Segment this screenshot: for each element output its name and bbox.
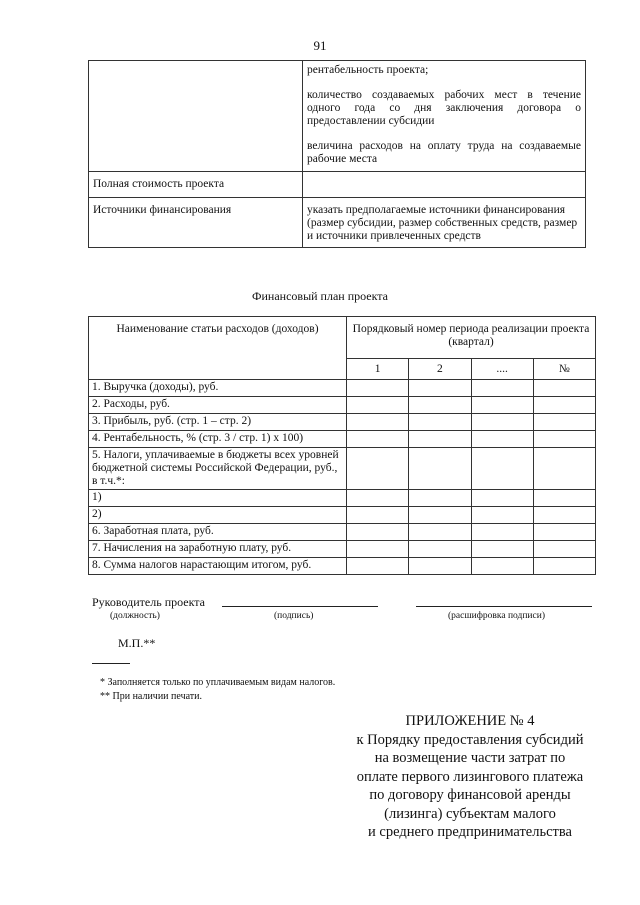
table-cell [409, 541, 471, 558]
table-row [89, 558, 596, 575]
header-period: Порядковый номер периода реализации проекта (квартал) [347, 317, 596, 359]
appendix-block [320, 712, 620, 842]
table-cell [409, 414, 471, 431]
financial-plan-title: Финансовый план проекта [252, 289, 388, 303]
table-cell [471, 490, 533, 507]
table-row [89, 397, 596, 414]
table-cell [89, 61, 303, 172]
table-cell [533, 414, 595, 431]
table-cell [347, 397, 409, 414]
table-cell [347, 431, 409, 448]
signature-decode-line [416, 606, 592, 607]
table-cell [533, 397, 595, 414]
table-cell [409, 380, 471, 397]
appendix-line: к Порядку предоставления субсидий [356, 731, 584, 748]
table-row [89, 61, 586, 172]
table-cell [347, 448, 409, 490]
table-cell [409, 507, 471, 524]
table-cell [471, 431, 533, 448]
table-cell: Источники финансирования [89, 198, 303, 248]
appendix-line: на возмещение части затрат по [374, 750, 566, 766]
appendix-line: и среднего предпринимательства [368, 824, 572, 840]
table-row [89, 198, 586, 248]
table-cell [533, 380, 595, 397]
row-label: 3. Прибыль, руб. (стр. 1 – стр. 2) [89, 414, 347, 431]
table-cell [409, 490, 471, 507]
period-column-header: 1 [347, 359, 409, 380]
table-cell [533, 448, 595, 490]
table-row [89, 414, 596, 431]
table-cell [347, 524, 409, 541]
row-label: 5. Налоги, уплачиваемые в бюджеты всех уровней бюджетной системы Российской Федерации, руб., в т.ч.*: [89, 448, 347, 490]
table-cell [471, 397, 533, 414]
table-cell [533, 558, 595, 575]
row-label: 1. Выручка (доходы), руб. [89, 380, 347, 397]
period-column-header: № [533, 359, 595, 380]
table-cell [471, 414, 533, 431]
table-cell [471, 507, 533, 524]
table-cell: указать предполагаемые источники финансирования (размер субсидии, размер собственных средств, размер и источники привлеченных средств [303, 198, 586, 248]
table-cell [409, 524, 471, 541]
position-hint: (должность) [110, 611, 160, 621]
table-row [89, 490, 596, 507]
page-number: 91 [313, 38, 327, 53]
table-cell [471, 541, 533, 558]
table-cell [471, 380, 533, 397]
footnote: * Заполняется только по уплачиваемым видам налогов. [100, 677, 336, 688]
footnote: ** При наличии печати. [100, 691, 202, 702]
table-row [89, 431, 596, 448]
signature-label: Руководитель проекта [92, 595, 205, 609]
row-label: 2. Расходы, руб. [89, 397, 347, 414]
table-cell [471, 524, 533, 541]
table-cell [347, 414, 409, 431]
appendix-title: ПРИЛОЖЕНИЕ № 4 [405, 713, 535, 729]
table-row [89, 172, 586, 198]
table-header-row [89, 317, 596, 359]
table-cell [303, 172, 586, 198]
table-cell [409, 397, 471, 414]
header-item-name: Наименование статьи расходов (доходов) [89, 317, 347, 380]
indicator-text: рентабельность проекта; [307, 64, 429, 76]
table-cell [409, 448, 471, 490]
table-cell [347, 507, 409, 524]
decode-hint: (расшифровка подписи) [448, 611, 545, 621]
row-label: 7. Начисления на заработную плату, руб. [89, 541, 347, 558]
table-row [89, 380, 596, 397]
row-label: 6. Заработная плата, руб. [89, 524, 347, 541]
period-column-header: .... [471, 359, 533, 380]
table-row [89, 524, 596, 541]
table-cell [533, 524, 595, 541]
row-label: 8. Сумма налогов нарастающим итогом, руб. [89, 558, 347, 575]
table-cell [347, 380, 409, 397]
table-cell [471, 558, 533, 575]
row-label: 4. Рентабельность, % (стр. 3 / стр. 1) х 100) [89, 431, 347, 448]
row-label: 1) [89, 490, 347, 507]
period-column-header: 2 [409, 359, 471, 380]
table-cell: Полная стоимость проекта [89, 172, 303, 198]
table-cell [409, 558, 471, 575]
table-cell [471, 448, 533, 490]
table-cell [347, 490, 409, 507]
table-cell [533, 541, 595, 558]
financial-plan-table [88, 316, 596, 575]
table-row [89, 507, 596, 524]
table-cell [533, 490, 595, 507]
indicator-text: количество создаваемых рабочих мест в течение одного года со дня заключения договора о предоставлении субсидии [307, 89, 581, 127]
signature-line [222, 606, 378, 607]
table-cell [347, 558, 409, 575]
row-label: 2) [89, 507, 347, 524]
table-row [89, 541, 596, 558]
table-cell [303, 61, 586, 172]
stamp-place: М.П.** [118, 636, 156, 650]
appendix-line: (лизинга) субъектам малого [384, 805, 556, 822]
project-info-table [88, 60, 586, 248]
table-cell [533, 507, 595, 524]
table-cell [533, 431, 595, 448]
indicator-text: величина расходов на оплату труда на создаваемые рабочие места [307, 140, 581, 165]
appendix-line: по договору финансовой аренды [369, 787, 571, 803]
footnote-separator [92, 663, 130, 664]
table-cell [409, 431, 471, 448]
table-cell [347, 541, 409, 558]
table-row [89, 448, 596, 490]
sign-hint: (подпись) [274, 611, 314, 621]
appendix-line: оплате первого лизингового платежа [356, 768, 584, 785]
